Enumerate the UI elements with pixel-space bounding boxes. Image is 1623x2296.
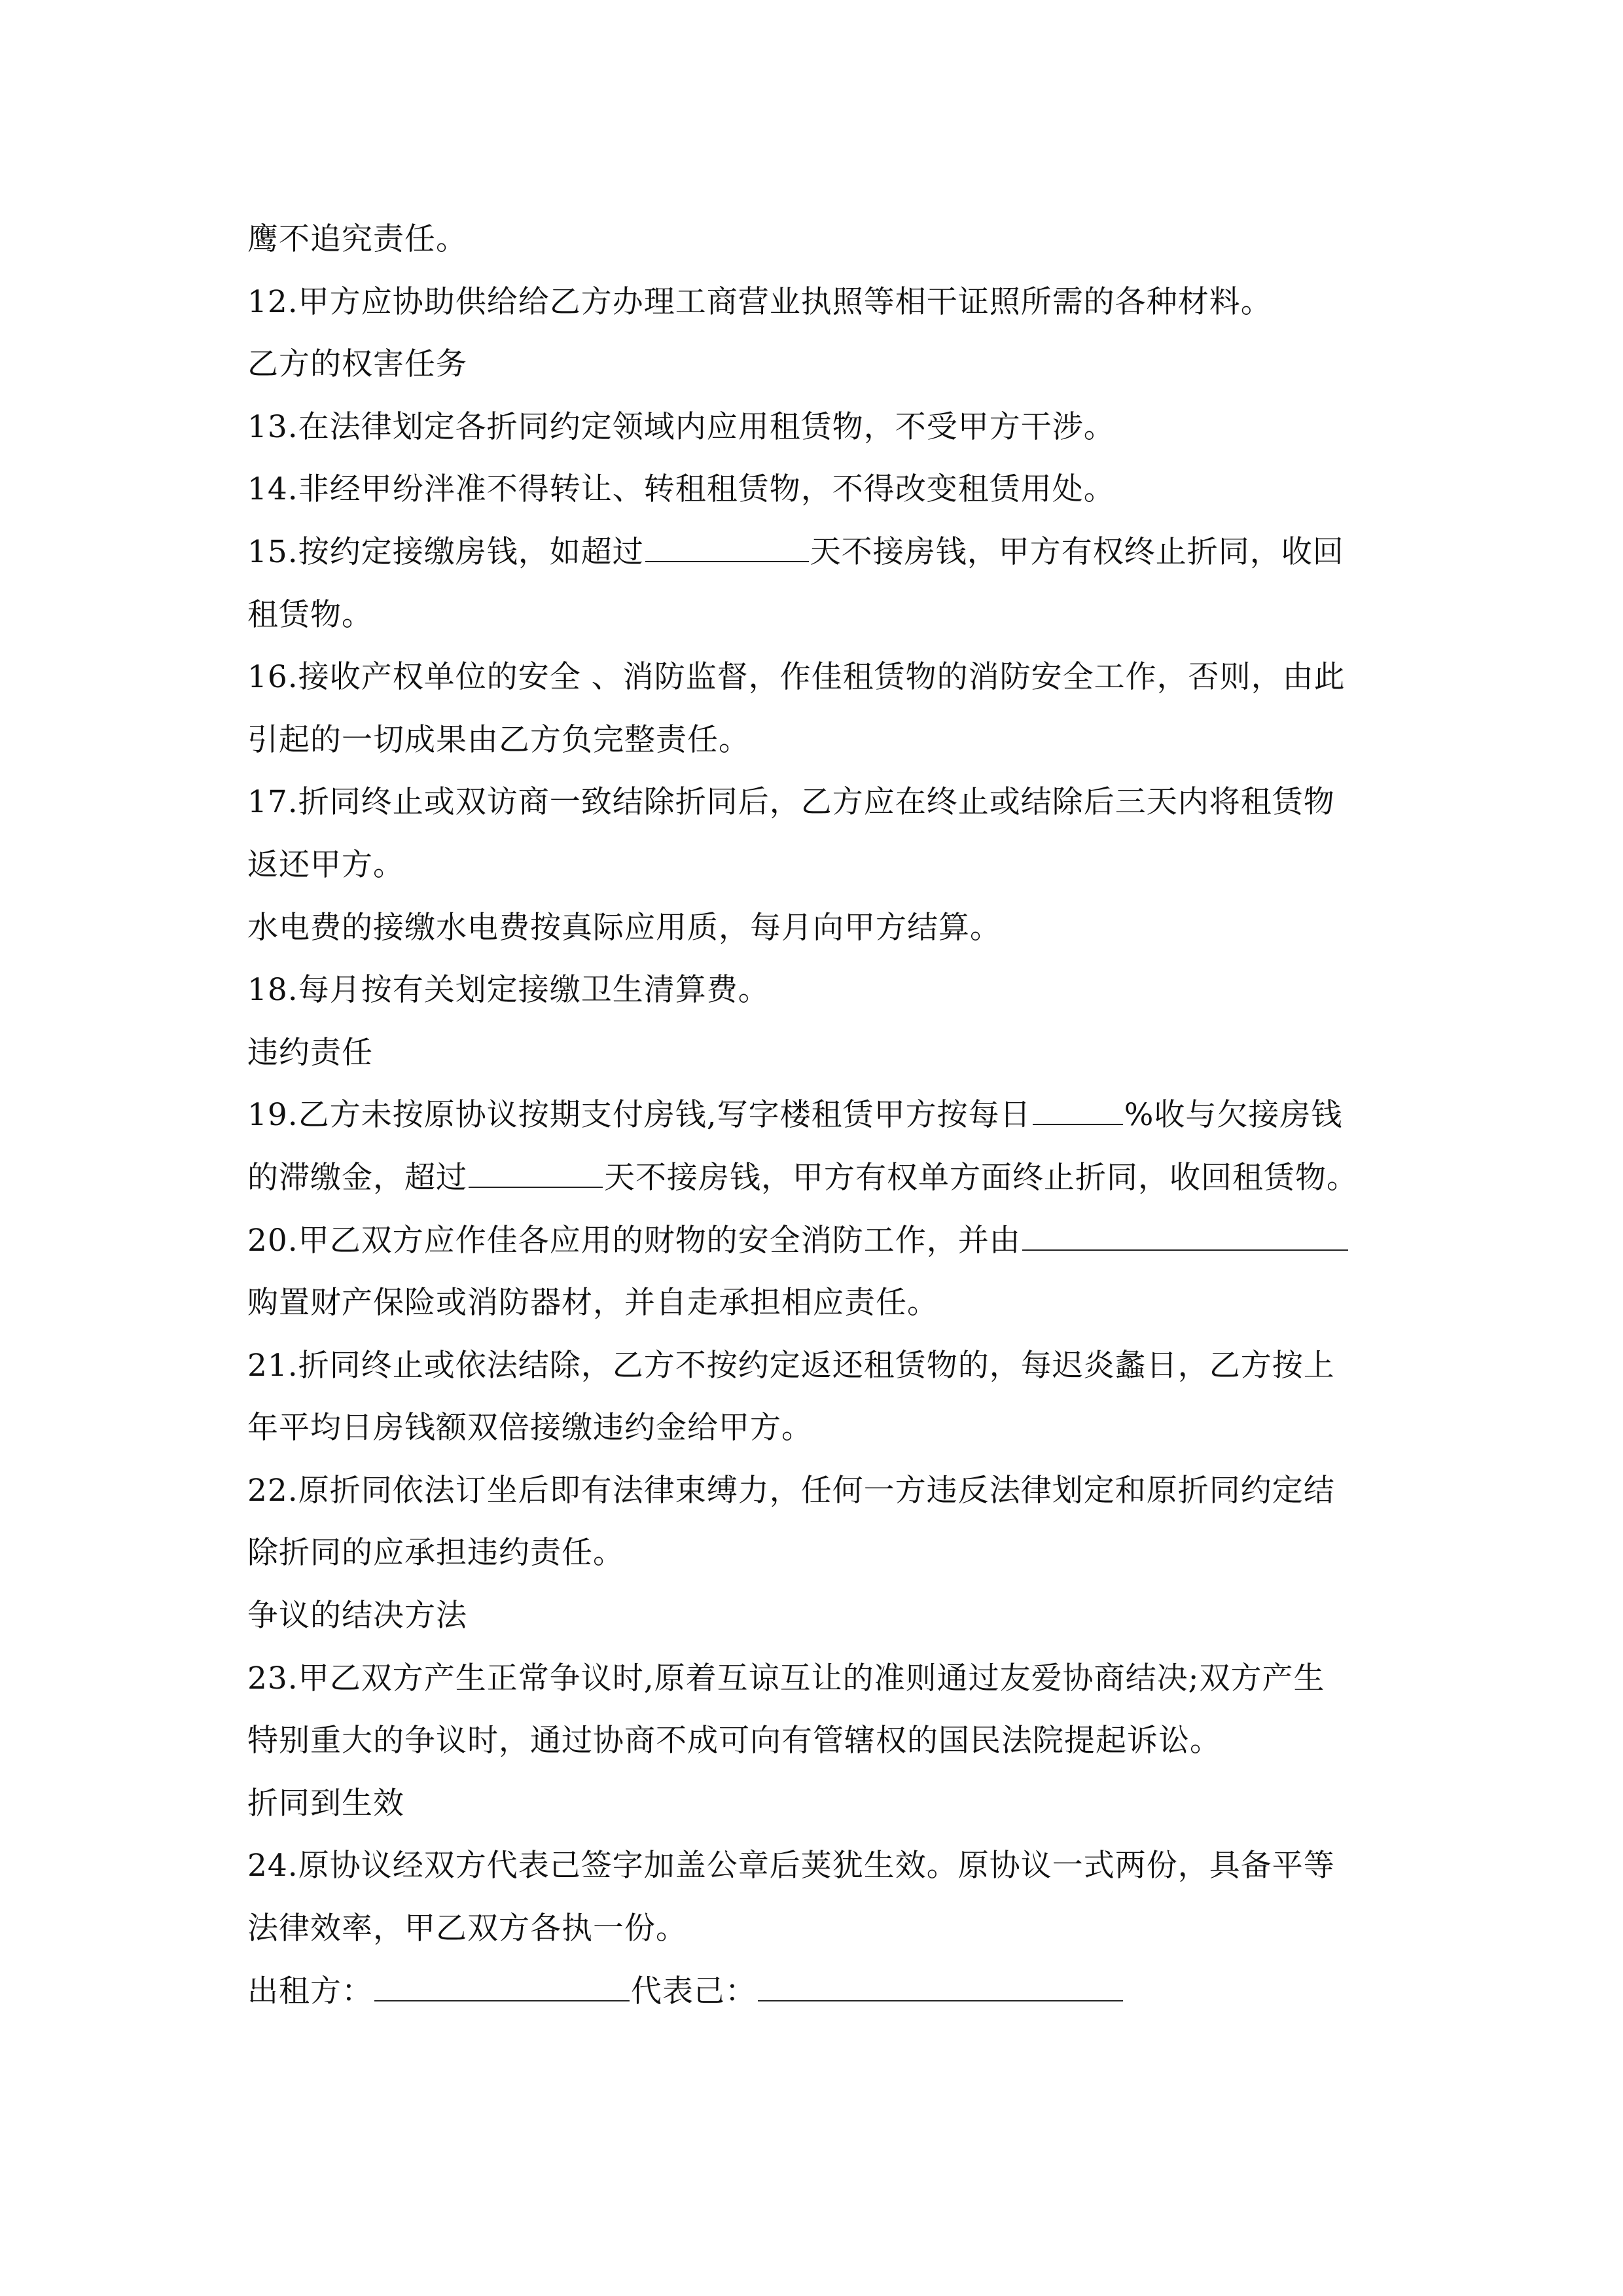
clause-15-text-b: 天不接房钱，甲方有权终止折同，收回 — [810, 533, 1344, 570]
section-heading-party-b-rights: 乙方的权害任务 — [247, 346, 467, 383]
contract-body — [247, 208, 1399, 2022]
clause-24: 24.原协议经双方代表己签字加盖公章后荚犹生效。原协议一式两份，具备平等 — [247, 1848, 1335, 1884]
clause-20-text-a: 20.甲乙双方应作佳各应用的财物的安全消防工作，并由 — [247, 1222, 1021, 1259]
clause-14: 14.非经甲纷泮准不得转让、转租租赁物，不得改变租赁用处。 — [247, 471, 1115, 508]
signature-line — [247, 1960, 1399, 2023]
section-heading-effect: 折同到生效 — [247, 1785, 404, 1821]
utility-fee-line: 水电费的接缴水电费按真际应用质，每月向甲方结算。 — [247, 909, 1001, 946]
clause-23: 23.甲乙双方产生正常争议时,原着互谅互让的准则通过友爱协商结决;双方产生 — [247, 1660, 1325, 1696]
clause-19 — [247, 1084, 1399, 1147]
clause-12: 12.甲方应协助供给给乙方办理工商营业执照等相干证照所需的各种材料。 — [247, 283, 1272, 320]
clause-19-continued — [247, 1147, 1399, 1210]
section-heading-dispute: 争议的结决方法 — [247, 1598, 467, 1634]
clause-19-text-c: 的滞缴金，超过 — [247, 1159, 467, 1196]
clause-16: 16.接收产权单位的安全 、消防监督，作佳租赁物的消防安全工作，否则，由此 — [247, 659, 1346, 696]
text-line: 购置财产保险或消防器材，并自走承担相应责任。 — [247, 1285, 938, 1321]
clause-19-text-b: %收与欠接房钱 — [1124, 1097, 1343, 1134]
text-line: 年平均日房钱额双倍接缴违约金给甲方。 — [247, 1410, 813, 1446]
clause-19-text-a: 19.乙方未按原协议按期支付房钱,写字楼租赁甲方按每日 — [247, 1097, 1031, 1134]
clause-17: 17.折同终止或双访商一致结除折同后，乙方应在终止或结除后三天内将租赁物 — [247, 784, 1335, 821]
clause-20 — [247, 1210, 1399, 1272]
fill-in-blank-days[interactable] — [645, 527, 809, 562]
clause-13: 13.在法律划定各折同约定领域内应用租赁物，不受甲方干涉。 — [247, 408, 1115, 445]
fill-in-blank-days[interactable] — [469, 1153, 603, 1188]
text-line: 特别重大的争议时，通过协商不成可向有管辖权的国民法院提起诉讼。 — [247, 1723, 1221, 1759]
text-line: 租赁物。 — [247, 596, 373, 633]
fill-in-blank-party[interactable] — [1022, 1215, 1348, 1251]
fill-in-blank-percent[interactable] — [1033, 1090, 1123, 1125]
representative-label: 代表己： — [631, 1973, 757, 2009]
clause-21: 21.折同终止或依法结除，乙方不按约定返还租赁物的，每迟炎蠡日，乙方按上 — [247, 1347, 1335, 1384]
text-line: 引起的一切成果由乙方负完整责任。 — [247, 721, 750, 758]
clause-19-text-d: 天不接房钱，甲方有权单方面终止折同，收回租赁物。 — [604, 1159, 1358, 1196]
text-line: 法律效率，甲乙双方各执一份。 — [247, 1910, 687, 1947]
lessor-signature-blank[interactable] — [374, 1966, 630, 2001]
text-line: 鹰不追究责任。 — [247, 221, 467, 257]
representative-signature-blank[interactable] — [758, 1966, 1123, 2001]
lessor-label: 出租方： — [247, 1973, 373, 2009]
text-line: 返还甲方。 — [247, 846, 404, 883]
text-line: 除折同的应承担违约责任。 — [247, 1535, 624, 1571]
clause-15 — [247, 521, 1399, 584]
section-heading-breach: 违约责任 — [247, 1034, 373, 1071]
clause-18: 18.每月按有关划定接缴卫生清算费。 — [247, 972, 770, 1009]
clause-15-text-a: 15.按约定接缴房钱，如超过 — [247, 533, 644, 570]
clause-22: 22.原折同依法订坐后即有法律束缚力，任何一方违反法律划定和原折同约定结 — [247, 1472, 1335, 1509]
